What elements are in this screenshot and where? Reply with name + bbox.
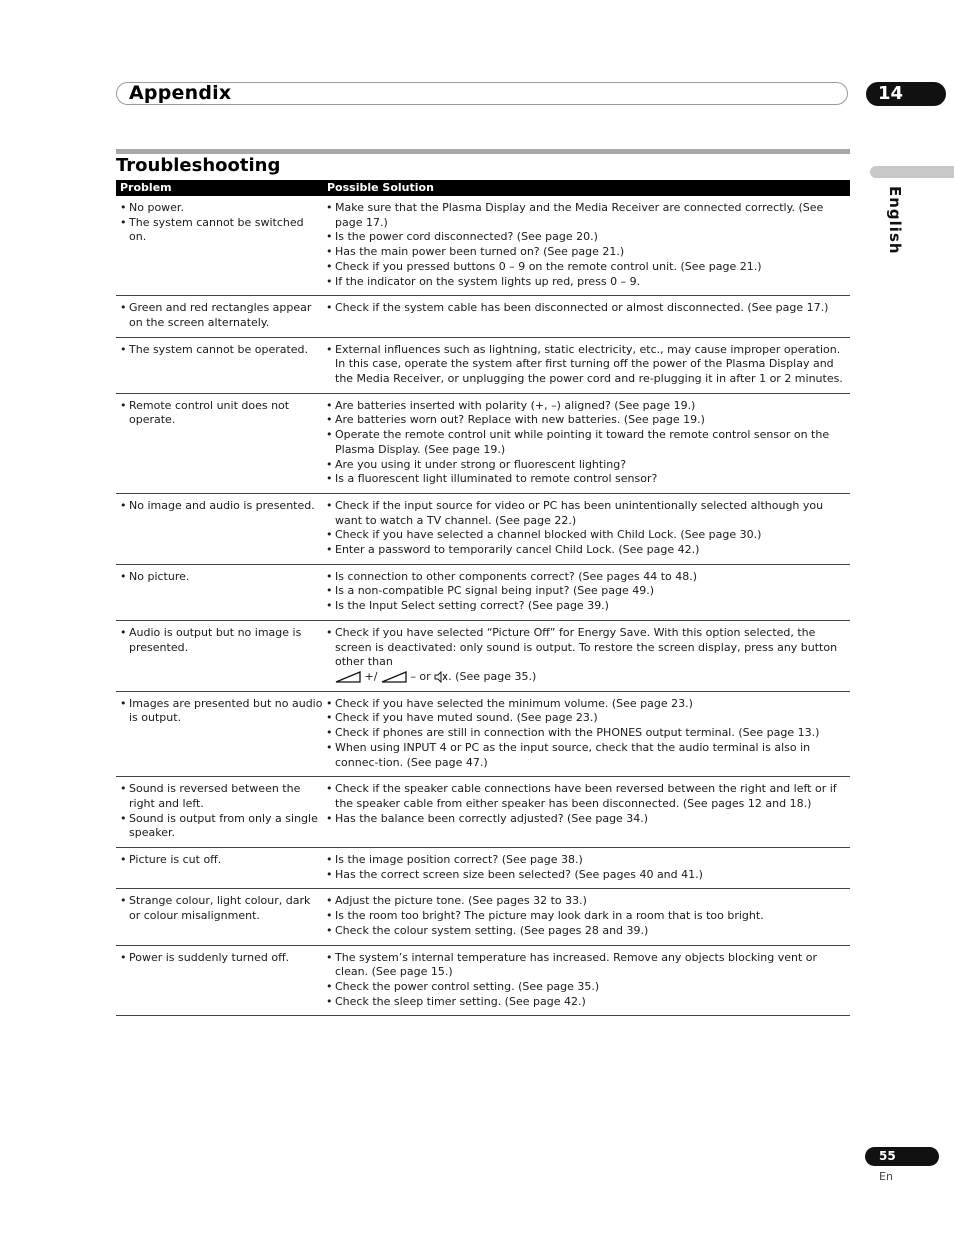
table-row xyxy=(116,338,850,394)
solution-cell xyxy=(326,343,850,387)
problem-cell xyxy=(116,499,326,558)
problem-item: • Picture is cut off. xyxy=(120,853,324,868)
solution-cell xyxy=(326,782,850,841)
solution-item: • Check if the system cable has been disconnected or almost disconnected. (See page 17.) xyxy=(326,301,846,316)
solution-cell xyxy=(326,697,850,771)
solution-item: • External influences such as lightning, static electricity, etc., may cause improper operation. In this case, operate the system after first turning off the power of the Plasma Display and the Media Receiver, or unplugging the power cord and re-plugging it in after 1 or 2 minutes. xyxy=(326,343,846,387)
solution-cell xyxy=(326,894,850,938)
problem-cell xyxy=(116,697,326,771)
problem-cell xyxy=(116,782,326,841)
solution-item: • Check if you pressed buttons 0 – 9 on the remote control unit. (See page 21.) xyxy=(326,260,846,275)
table-row xyxy=(116,777,850,848)
problem-item: • Sound is output from only a single speaker. xyxy=(120,812,324,841)
solution-item: • Check if phones are still in connection with the PHONES output terminal. (See page 13.) xyxy=(326,726,846,741)
solution-item: • Operate the remote control unit while pointing it toward the remote control sensor on the Plasma Display. (See page 19.) xyxy=(326,428,846,457)
table-row xyxy=(116,494,850,565)
solution-cell xyxy=(326,570,850,614)
problem-item: • Images are presented but no audio is output. xyxy=(120,697,324,726)
solution-item: • Make sure that the Plasma Display and the Media Receiver are connected correctly. (See page 17.) xyxy=(326,201,846,230)
problem-cell xyxy=(116,894,326,938)
solution-item: • Check if you have muted sound. (See page 23.) xyxy=(326,711,846,726)
solution-item: • Is the room too bright? The picture may look dark in a room that is too bright. xyxy=(326,909,846,924)
header-bar xyxy=(116,82,848,105)
solution-tail-c: . (See page 35.) xyxy=(448,669,537,683)
problem-cell xyxy=(116,201,326,289)
problem-item: • The system cannot be operated. xyxy=(120,343,324,358)
problem-cell xyxy=(116,301,326,330)
solution-item: • Check if the input source for video or PC has been unintentionally selected although you want to watch a TV channel. (See page 22.) xyxy=(326,499,846,528)
solution-item: • Check the power control setting. (See page 35.) xyxy=(326,980,846,995)
solution-item: • Is a non-compatible PC signal being input? (See page 49.) xyxy=(326,584,846,599)
solution-item: • Check if you have selected a channel blocked with Child Lock. (See page 30.) xyxy=(326,528,846,543)
problem-cell xyxy=(116,951,326,1010)
table-row xyxy=(116,889,850,945)
solution-item: • Is the power cord disconnected? (See page 20.) xyxy=(326,230,846,245)
solution-cell xyxy=(326,301,850,330)
problem-item: • No image and audio is presented. xyxy=(120,499,324,514)
problem-cell xyxy=(116,343,326,387)
solution-cell xyxy=(326,853,850,882)
solution-item: • When using INPUT 4 or PC as the input source, check that the audio terminal is also in connec-tion. (See page 47.) xyxy=(326,741,846,770)
table-row xyxy=(116,565,850,621)
solution-item: • Check the colour system setting. (See pages 28 and 39.) xyxy=(326,924,846,939)
solution-cell xyxy=(326,626,850,685)
problem-item: • Strange colour, light colour, dark or colour misalignment. xyxy=(120,894,324,923)
solution-item: • Has the correct screen size been selected? (See pages 40 and 41.) xyxy=(326,868,846,883)
solution-item: • Has the balance been correctly adjusted? (See page 34.) xyxy=(326,812,846,827)
problem-cell xyxy=(116,853,326,882)
page-lang-code: En xyxy=(879,1170,893,1183)
problem-item: • Audio is output but no image is presented. xyxy=(120,626,324,655)
solution-text: Check if you have selected “Picture Off” for Energy Save. With this option selected, the screen is deactivated: only sound is output. To restore the screen display, press any button other than xyxy=(335,625,838,669)
solution-cell xyxy=(326,951,850,1010)
solution-item: • Are batteries worn out? Replace with new batteries. (See page 19.) xyxy=(326,413,846,428)
solution-cell xyxy=(326,499,850,558)
solution-item: • If the indicator on the system lights up red, press 0 – 9. xyxy=(326,275,846,290)
solution-item xyxy=(326,626,846,685)
header-solution: Possible Solution xyxy=(327,181,434,194)
solution-item: • Check if you have selected the minimum volume. (See page 23.) xyxy=(326,697,846,712)
volume-up-icon xyxy=(381,671,407,683)
solution-item: • Adjust the picture tone. (See pages 32 to 33.) xyxy=(326,894,846,909)
troubleshooting-table xyxy=(116,180,850,1016)
chapter-badge: 14 xyxy=(866,82,946,106)
problem-cell xyxy=(116,570,326,614)
table-row xyxy=(116,196,850,296)
section-title: Troubleshooting xyxy=(116,155,281,176)
solution-cell xyxy=(326,399,850,487)
solution-tail-a: +/ xyxy=(364,669,378,683)
problem-item: • The system cannot be switched on. xyxy=(120,216,324,245)
problem-item: • Green and red rectangles appear on the screen alternately. xyxy=(120,301,324,330)
side-language-label: English xyxy=(886,186,904,255)
table-row xyxy=(116,296,850,337)
table-row xyxy=(116,621,850,692)
table-row xyxy=(116,848,850,889)
header-title: Appendix xyxy=(129,82,232,104)
table-row xyxy=(116,946,850,1017)
section-rule xyxy=(116,149,850,154)
solution-item: • Is the image position correct? (See page 38.) xyxy=(326,853,846,868)
problem-cell xyxy=(116,399,326,487)
volume-down-icon xyxy=(335,671,361,683)
solution-item: • Are batteries inserted with polarity (+, –) aligned? (See page 19.) xyxy=(326,399,846,414)
solution-cell xyxy=(326,201,850,289)
problem-item: • No picture. xyxy=(120,570,324,585)
solution-item: • Is a fluorescent light illuminated to remote control sensor? xyxy=(326,472,846,487)
solution-item: • The system’s internal temperature has increased. Remove any objects blocking vent or clean. (See page 15.) xyxy=(326,951,846,980)
solution-item: • Check if the speaker cable connections have been reversed between the right and left or if the speaker cable from either speaker has been disconnected. (See pages 12 and 18.) xyxy=(326,782,846,811)
table-header xyxy=(116,180,850,196)
side-tab-bar xyxy=(870,166,954,178)
mute-icon xyxy=(434,671,448,683)
solution-item: • Is connection to other components correct? (See pages 44 to 48.) xyxy=(326,570,846,585)
solution-tail-b: – or xyxy=(410,669,431,683)
problem-cell xyxy=(116,626,326,685)
solution-item: • Has the main power been turned on? (See page 21.) xyxy=(326,245,846,260)
page-number: 55 xyxy=(865,1147,939,1166)
problem-item: • Remote control unit does not operate. xyxy=(120,399,324,428)
header-problem: Problem xyxy=(120,181,172,194)
solution-item: • Are you using it under strong or fluorescent lighting? xyxy=(326,458,846,473)
table-row xyxy=(116,394,850,494)
problem-item: • Sound is reversed between the right and left. xyxy=(120,782,324,811)
table-row xyxy=(116,692,850,778)
problem-item: • Power is suddenly turned off. xyxy=(120,951,324,966)
solution-item: • Is the Input Select setting correct? (See page 39.) xyxy=(326,599,846,614)
problem-item: • No power. xyxy=(120,201,324,216)
solution-item: • Enter a password to temporarily cancel Child Lock. (See page 42.) xyxy=(326,543,846,558)
solution-item: • Check the sleep timer setting. (See page 42.) xyxy=(326,995,846,1010)
